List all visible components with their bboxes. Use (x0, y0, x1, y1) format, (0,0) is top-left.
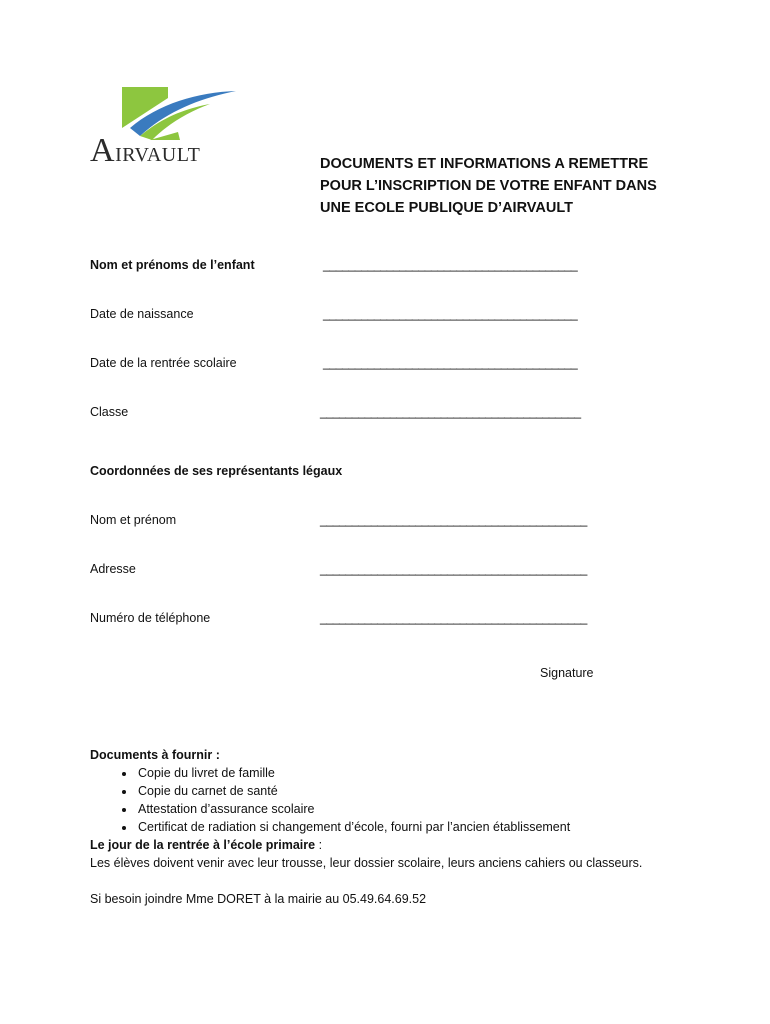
logo-wordmark: AIRVAULT (90, 132, 201, 169)
rentree-colon: : (315, 838, 323, 852)
title-line-3: UNE ECOLE PUBLIQUE D’AIRVAULT (320, 200, 573, 216)
birth-date-field[interactable]: ________________________________________ (323, 307, 578, 321)
list-item: • Copie du livret de famille (136, 764, 710, 782)
documents-heading: Documents à fournir : (90, 748, 220, 762)
documents-section (90, 746, 710, 908)
class-label: Classe (90, 405, 129, 419)
list-item: • Copie du carnet de santé (136, 782, 710, 800)
title-line-2: POUR L’INSCRIPTION DE VOTRE ENFANT DANS (320, 178, 657, 194)
title-line-1: DOCUMENTS ET INFORMATIONS A REMETTRE (320, 156, 649, 172)
guardians-heading: Coordonnées de ses représentants légaux (90, 464, 343, 478)
child-name-label: Nom et prénoms de l’enfant (90, 258, 255, 272)
guardian-name-label: Nom et prénom (90, 513, 177, 527)
start-date-label: Date de la rentrée scolaire (90, 356, 237, 370)
list-item: • Certificat de radiation si changement d’école, fourni par l’ancien établissement (136, 818, 710, 836)
airvault-logo (88, 82, 248, 178)
phone-field[interactable]: __________________________________________ (320, 611, 587, 625)
rentree-heading: Le jour de la rentrée à l’école primaire (90, 838, 316, 852)
page-title (320, 153, 690, 219)
birth-date-label: Date de naissance (90, 307, 194, 321)
list-item: • Attestation d’assurance scolaire (136, 800, 710, 818)
contact-text: Si besoin joindre Mme DORET à la mairie au 05.49.64.69.52 (90, 892, 427, 906)
start-date-field[interactable]: ________________________________________ (323, 356, 578, 370)
rentree-text: Les élèves doivent venir avec leur trousse, leur dossier scolaire, leurs anciens cahiers ou classeurs. (90, 856, 643, 870)
rentree-line (90, 836, 710, 854)
child-name-field[interactable]: ________________________________________ (323, 258, 578, 272)
class-field[interactable]: _________________________________________ (320, 405, 581, 419)
address-label: Adresse (90, 562, 136, 576)
signature-label: Signature (540, 666, 594, 680)
address-field[interactable]: __________________________________________ (320, 562, 587, 576)
guardian-name-field[interactable]: __________________________________________ (320, 513, 587, 527)
documents-list (90, 764, 710, 836)
phone-label: Numéro de téléphone (90, 611, 211, 625)
